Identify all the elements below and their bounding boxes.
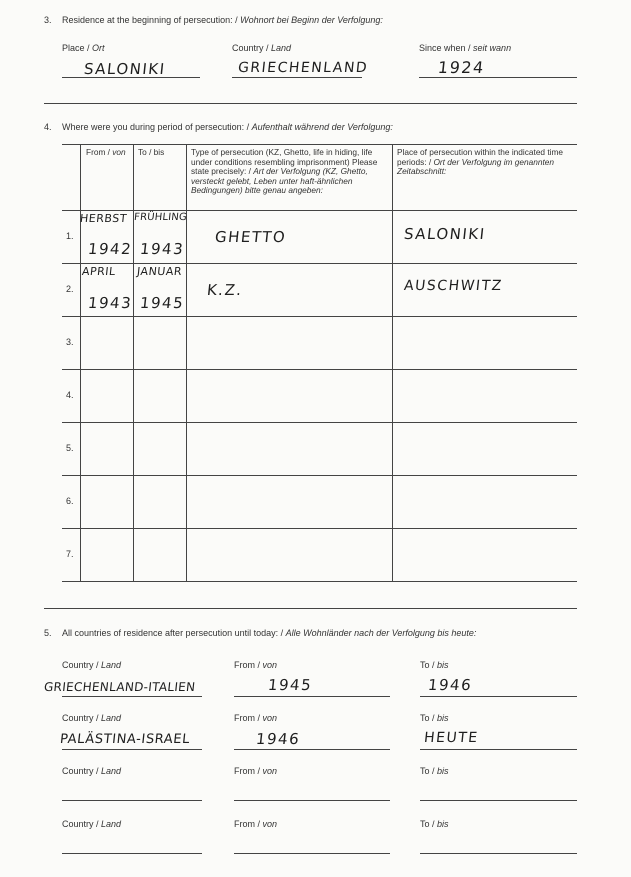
to-label: To / bis — [420, 660, 449, 670]
country-label: Country / Land — [62, 713, 122, 723]
from-label: From / von — [234, 713, 278, 723]
to-label: To / bis — [420, 713, 449, 723]
underline — [420, 853, 577, 854]
residence-from-2: 1946 — [255, 730, 302, 748]
row-number: 1. — [66, 231, 74, 241]
section-5-title: All countries of residence after persecution until today: / Alle Wohnländer nach der Verfolgung bis heute: — [62, 628, 477, 638]
col-header-to: To / bis — [138, 147, 165, 157]
table-row-line — [62, 475, 577, 476]
underline — [62, 696, 202, 697]
col-header-from: From / von — [86, 147, 126, 157]
from-label: From / von — [234, 660, 278, 670]
to-label: To / bis — [420, 819, 449, 829]
row1-place: SALONIKI — [403, 225, 487, 243]
residence-from-1: 1945 — [267, 676, 314, 694]
table-row-line — [62, 422, 577, 423]
table-row-line — [62, 369, 577, 370]
to-label: To / bis — [420, 766, 449, 776]
section-4-number: 4. — [44, 122, 52, 132]
country-label: Country / Land — [62, 819, 122, 829]
row2-to-month: JANUAR — [136, 265, 183, 278]
section-4-divider — [44, 608, 577, 609]
row2-to-year: 1945 — [139, 294, 186, 312]
country-underline — [232, 77, 362, 78]
row-number: 5. — [66, 443, 74, 453]
section-3-divider — [44, 103, 577, 104]
table-col-line — [392, 144, 393, 581]
row1-type: GHETTO — [214, 228, 288, 246]
row-number: 2. — [66, 284, 74, 294]
row2-from-month: APRIL — [81, 265, 117, 278]
row2-place: AUSCHWITZ — [403, 278, 504, 294]
section-3-number: 3. — [44, 15, 52, 25]
residence-to-1: 1946 — [427, 676, 474, 694]
row1-from-year: 1942 — [87, 240, 134, 258]
col-header-place: Place of persecution within the indicated time periods: / Ort der Verfolgung im genannten Zeitabschnitt: — [397, 147, 564, 177]
residence-country-1: GRIECHENLAND-ITALIEN — [43, 680, 197, 694]
since-label: Since when / seit wann — [419, 43, 512, 53]
table-row-line — [62, 528, 577, 529]
underline — [234, 749, 390, 750]
col-header-type: Type of persecution (KZ, Ghetto, life in hiding, life under conditions resembling imprisonment) Please state precisely: / Art der Verfolgung (KZ, Ghetto, versteckt gelebt, Leben unter haft-ähnlichen Bedingungen) bitte genau angeben: — [191, 147, 378, 196]
row1-to-year: 1943 — [139, 240, 186, 258]
place-underline — [62, 77, 200, 78]
underline — [234, 853, 390, 854]
row1-from-season: HERBST — [79, 212, 128, 225]
table-col-line — [186, 144, 187, 581]
table-top-line — [62, 144, 577, 145]
table-header-line — [62, 210, 577, 211]
table-col-line — [133, 144, 134, 581]
row-number: 6. — [66, 496, 74, 506]
underline — [420, 800, 577, 801]
table-row-line — [62, 263, 577, 264]
country-value: GRIECHENLAND — [237, 60, 369, 76]
underline — [62, 853, 202, 854]
since-underline — [419, 77, 577, 78]
table-bottom-line — [62, 581, 577, 582]
underline — [62, 800, 202, 801]
row2-from-year: 1943 — [87, 294, 134, 312]
residence-country-2: PALÄSTINA-ISRAEL — [59, 732, 191, 747]
row-number: 7. — [66, 549, 74, 559]
from-label: From / von — [234, 766, 278, 776]
place-label: Place / Ort — [62, 43, 105, 53]
row1-to-season: FRÜHLING — [133, 212, 188, 223]
underline — [234, 800, 390, 801]
section-5-number: 5. — [44, 628, 52, 638]
from-label: From / von — [234, 819, 278, 829]
underline — [420, 696, 577, 697]
section-3-title: Residence at the beginning of persecution: / Wohnort bei Beginn der Verfolgung: — [62, 15, 383, 25]
country-label: Country / Land — [232, 43, 292, 53]
row-number: 4. — [66, 390, 74, 400]
table-col-line — [80, 144, 81, 581]
underline — [234, 696, 390, 697]
row2-type: K.Z. — [206, 281, 244, 299]
underline — [420, 749, 577, 750]
underline — [62, 749, 202, 750]
residence-to-2: HEUTE — [423, 730, 480, 746]
table-row-line — [62, 316, 577, 317]
country-label: Country / Land — [62, 766, 122, 776]
country-label: Country / Land — [62, 660, 122, 670]
section-4-title: Where were you during period of persecution: / Aufenthalt während der Verfolgung: — [62, 122, 393, 132]
since-value: 1924 — [437, 58, 486, 77]
row-number: 3. — [66, 337, 74, 347]
place-value: SALONIKI — [83, 60, 167, 78]
